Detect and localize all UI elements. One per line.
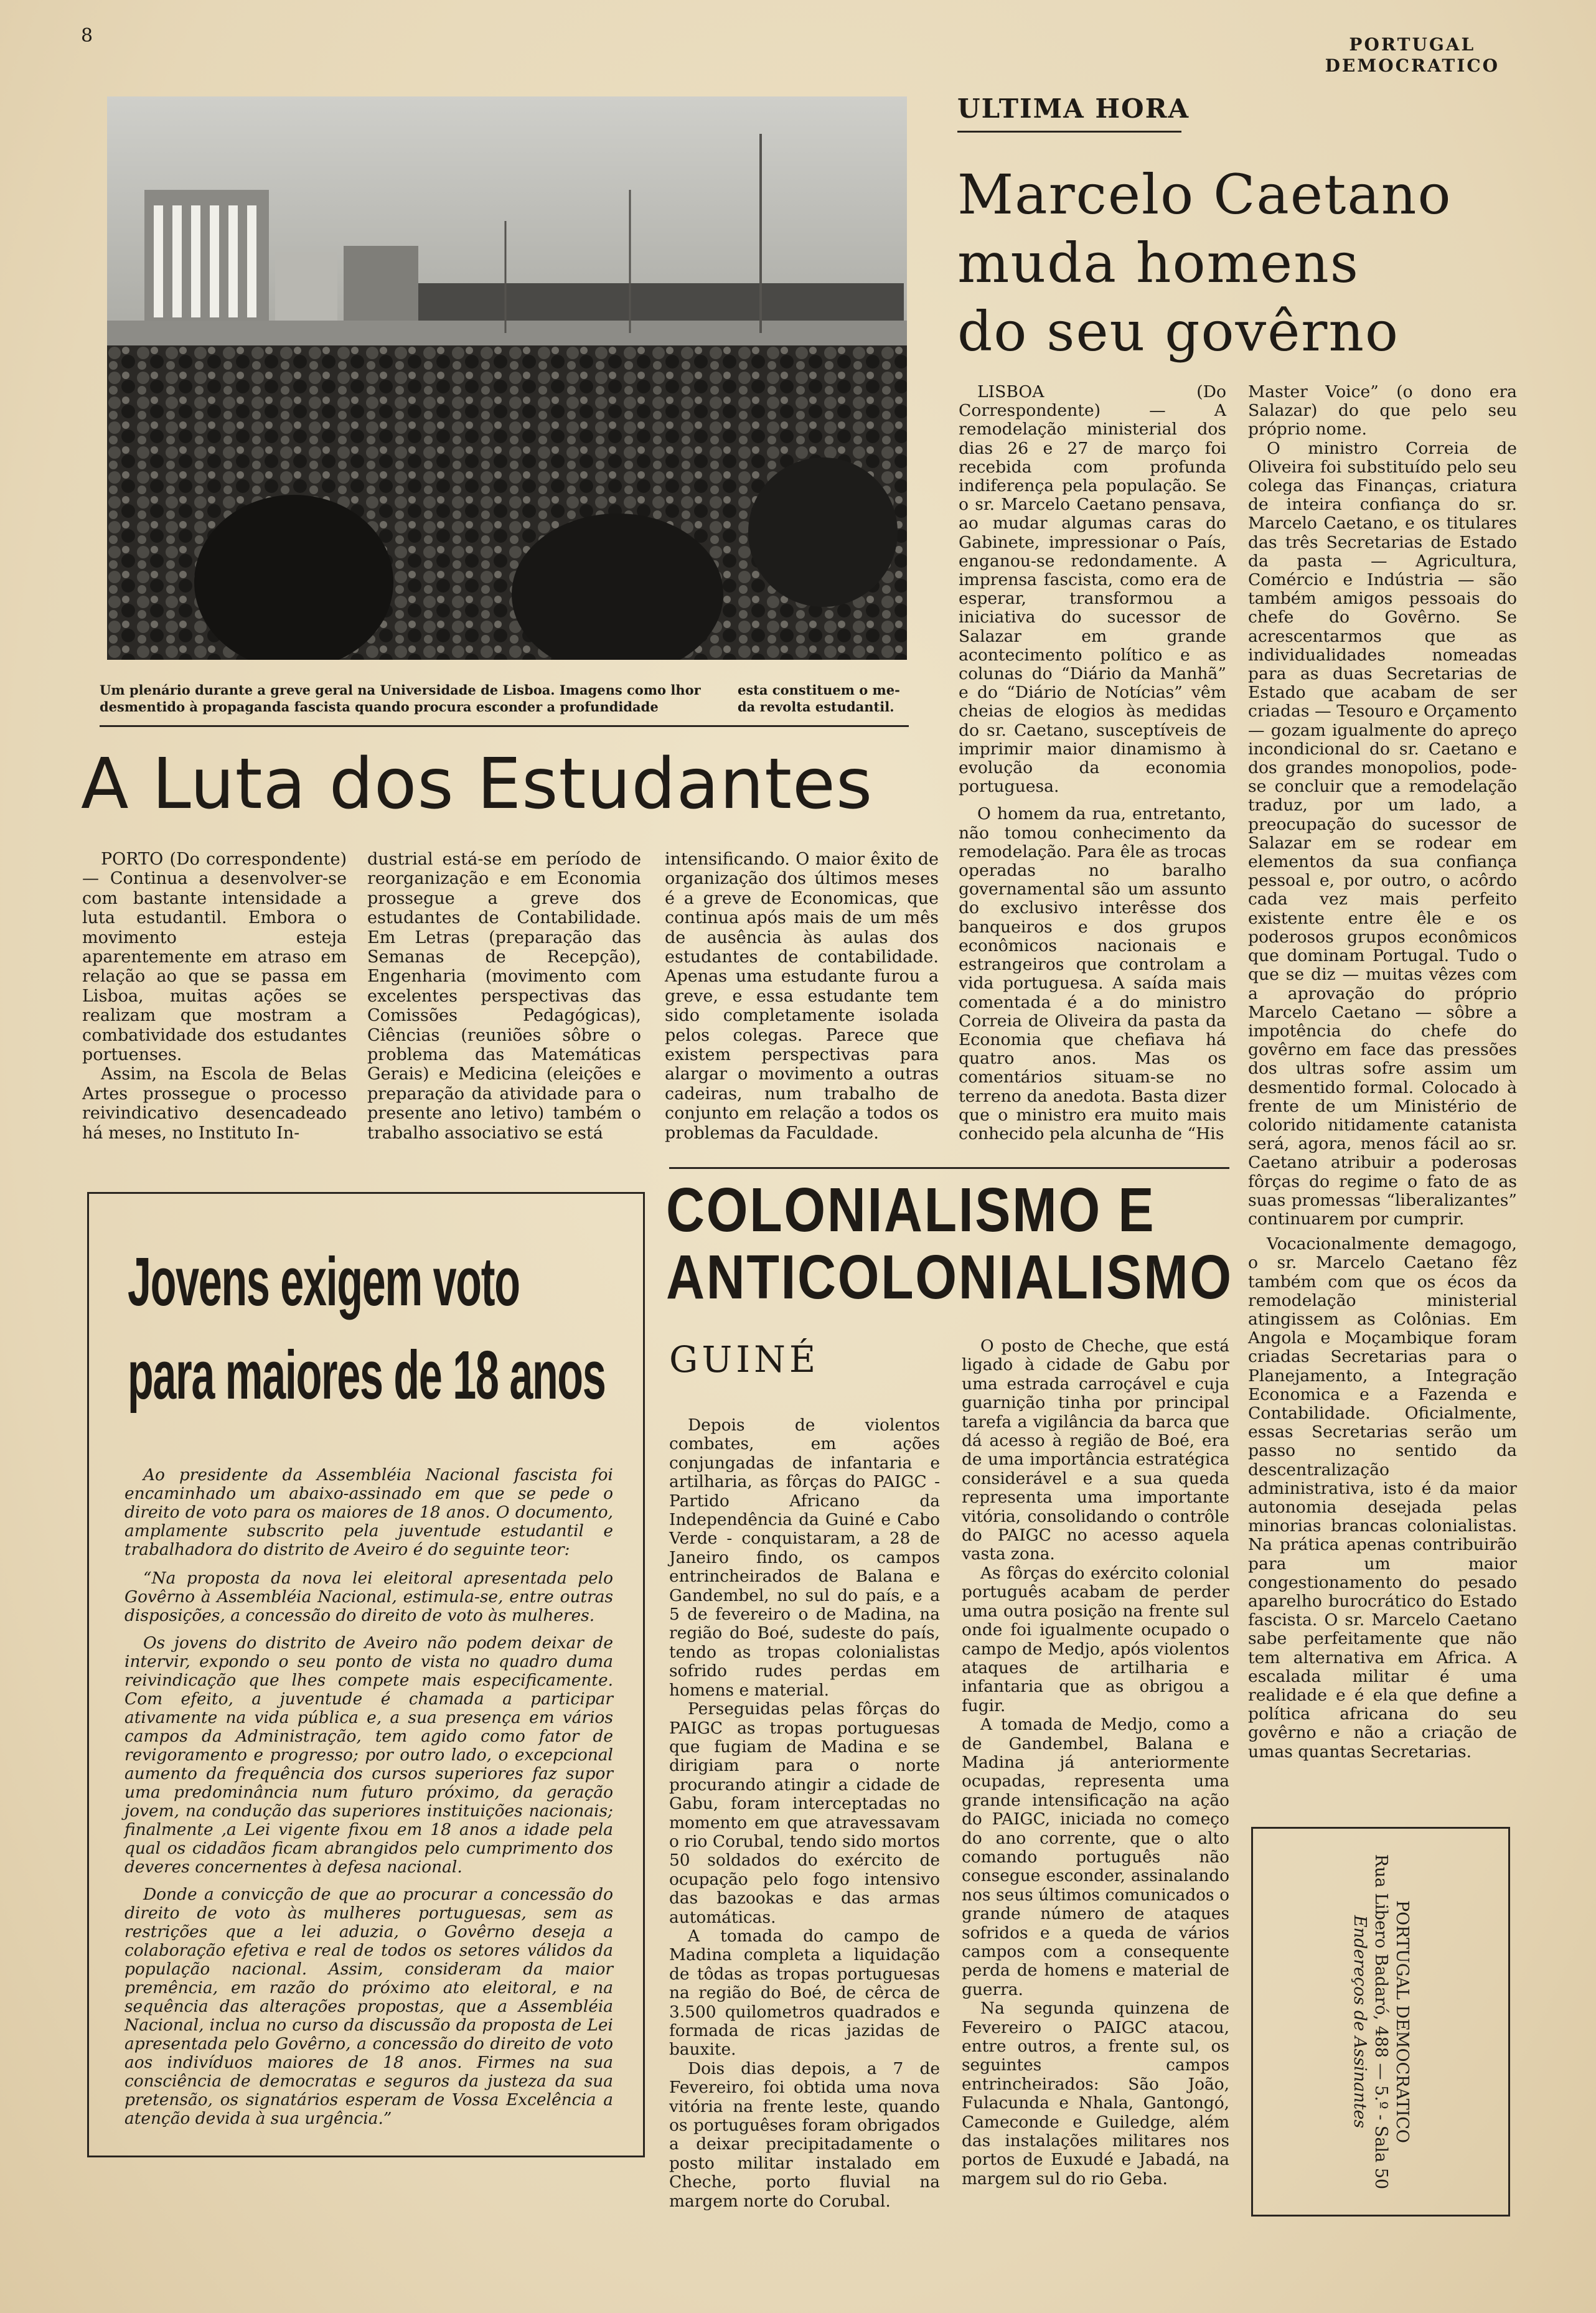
kicker-underline [957,131,1181,133]
colonialismo-column-1 [669,1416,940,2211]
headline-line: muda homens [957,231,1359,295]
colonialismo-paragraph: A tomada do campo de Madina completa a liquidação de tôdas as tropas portuguesas na região do Boé, de cêrca de 3.500 quilometros quadrados e formada de ricas jazidas de bauxite. [669,1926,940,2060]
masthead-line-1: PORTUGAL [1349,34,1476,55]
jovens-paragraph: Os jovens do distrito de Aveiro não podem deixar de intervir, expondo o seu ponto de vista no quadro duma reivindicação que lhes compete mais especificamente. Com efeito, a juventude é chamada a participar ativamente na vida pública e, a sua presença em vários campos da Administração, tem agido como fator de revigoramento e progresso; por outro lado, o excepcional aumento da frequência dos cursos superiores faz supor uma predominância num futuro próximo, da geração jovem, na condução das superiores instituições nacionais; finalmente ,a Lei vigente fixou em 18 anos a idade pela qual os cidadãos ficam abrangidos pelo cumprimento dos deveres concernentes à defesa nacional. [124,1633,613,1877]
headline-line: ANTICOLONIALISMO [666,1242,1233,1312]
colonialismo-headline [666,1175,1233,1312]
colonialismo-paragraph: As fôrças do exército colonial português acabam de perder uma outra posição na frente sul onde foi igualmente ocupado o campo de Medjo, após violentos ataques de artilharia e infantaria que as obrigou a fugir. [962,1563,1229,1715]
luta-headline: A Luta dos Estudantes [81,744,873,825]
jovens-body [124,1466,613,2128]
caption-part-1: Um plenário durante a greve geral na Universidade de Lisboa. Imagens como lhor desmentido à propaganda fascista quando procura esconder a profundidade [100,682,701,715]
colonialismo-paragraph: A tomada de Medjo, como a de Gandembel, Balana e Madina já anteriormente ocupadas, representa uma grande intensificação na ação do PAIGC, iniciada no começo do ano corrente, que o alto comando português não consegue esconder, assinalando nos seus últimos comunicados o grande número de ataques sofridos e a queda de vários campos com a consequente perda de homens e material de guerra. [962,1715,1229,1999]
luta-paragraph: dustrial está-se em período de reorganização e em Economia prossegue a greve dos estudantes de Contabilidade. Em Letras (preparação das Semanas de Recepção), Engenharia (movimento com excelentes perspectivas das Comissões Pedagógicas), Ciências (reuniões sôbre o problema das Matemáticas Gerais) e Medicina (eleições e preparação da atividade para o presente ano letivo) também o trabalho associativo se está [367,850,641,1143]
address-text [1349,1847,1412,2196]
address-line-2: Rua Libero Badaró, 488 — 5.º - Sala 50 [1371,1854,1391,2190]
luta-paragraph: Assim, na Escola de Belas Artes prossegue o processo reivindicativo desencadeado há meses, no Instituto In- [82,1064,347,1143]
address-line-1: PORTUGAL DEMOCRATICO [1392,1900,1412,2144]
headline-line: Jovens exigem voto [128,1244,520,1320]
marcelo-headline [957,161,1518,366]
caption-part-2: esta constituem o me- da revolta estudantil. [738,682,900,715]
divider [100,725,909,727]
luta-column-1 [82,850,347,1143]
jovens-headline [128,1236,606,1422]
crowd-photo [107,96,907,660]
crowd-photo-icon [107,96,907,660]
subscription-address-box [1251,1827,1510,2217]
masthead [1325,34,1500,77]
headline-line: para maiores de 18 anos [128,1337,606,1414]
colonialismo-column-2 [962,1337,1229,2189]
colonialismo-paragraph: O posto de Cheche, que está ligado à cidade de Gabu por uma estrada carroçável e cuja guarnição tinha por principal tarefa a vigilância da barca que dá acesso à região de Boé, era de uma importância estratégica considerável e a sua queda representa uma importante vitória, consolidando o contrôle do PAIGC no acesso aquela vasta zona. [962,1336,1229,1564]
jovens-paragraph: Donde a convicção de que ao procurar a concessão do direito de voto às mulheres portuguesas, sem as restrições que a lei aduzia, o Govêrno deseja a colaboração efetiva e real de todos os setores válidos da população nacional. Assim, consideram da maior premência, em razão do próximo ato eleitoral, e na sequência das alterações propostas, que a Assembléia Nacional, inclua no curso da discussão da proposta de Lei apresentada pelo Govêrno, a concessão do direito de voto aos indivíduos maiores de 18 anos. Firmes na sua consciência de democratas e seguros da justeza da sua pretensão, os signatários esperam de Vossa Excelência a atenção devida à sua urgência.” [124,1885,613,2128]
address-line-3: Endereços de Assinantes [1350,1915,1369,2129]
guine-subhead: GUINÉ [669,1338,820,1381]
colonialismo-paragraph: Dois dias depois, a 7 de Fevereiro, foi obtida uma nova vitória na frente leste, quando os portuguêses foram obrigados a deixar precipitadamente o posto militar instalado em Cheche, porto fluvial na margem norte do Corubal. [669,2058,940,2211]
headline-line: Marcelo Caetano [957,162,1452,227]
marcelo-paragraph: O homem da rua, entretanto, não tomou conhecimento da remodelação. Para êle as trocas operadas no baralho governamental são um assunto do exclusivo interêsse dos banqueiros e dos grupos econômicos nacionais e estrangeiros que controlam a vida portuguesa. A saída mais comentada é a do ministro Correia de Oliveira da pasta da Economia que chefiava há quatro anos. Mas os comentários situam-se no terreno da anedota. Basta dizer que o ministro era muito mais conhecido pela alcunha de “His [959,804,1226,1143]
masthead-line-2: DEMOCRATICO [1325,55,1500,76]
luta-paragraph: PORTO (Do correspondente) — Continua a desenvolver-se com bastante intensidade a luta estudantil. Embora o movimento esteja aparentemente em atraso em relação ao que se passa em Lisboa, muitas ações se realizam que mostram a combatividade dos estudantes portuenses. [82,850,347,1065]
marcelo-paragraph: LISBOA (Do Correspondente) — A remodelação ministerial dos dias 26 e 27 de março foi recebida com profunda indiferença pela população. Se o sr. Marcelo Caetano pensava, ao mudar algumas caras do Gabinete, impressionar o País, enganou-se redondamente. A imprensa fascista, como era de esperar, transformou a iniciativa do sucessor de Salazar em grande acontecimento político e as colunas do “Diário da Manhã” e do “Diário de Notícias” vêm cheias de elogios às medidas do sr. Caetano, susceptíveis de imprimir maior dinamismo à evolução da economia portuguesa. [959,382,1226,797]
headline-line: do seu govêrno [957,299,1399,364]
marcelo-column-2 [1248,383,1517,1762]
jovens-paragraph: “Na proposta da nova lei eleitoral apresentada pelo Govêrno à Assembléia Nacional, estimula-se, entre outras disposições, a concessão do direito de voto às mulheres. [124,1569,613,1625]
headline-line: COLONIALISMO E [666,1175,1156,1245]
luta-column-2 [367,850,641,1143]
colonialismo-paragraph: Na segunda quinzena de Fevereiro o PAIGC atacou, entre outros, a frente sul, os seguintes campos entrincheirados: São João, Fulacunda e Nhala, Gantongó, Cameconde e Guiledge, além das instalações militares nos portos de Euxudé e Jabadá, na margem sul do rio Geba. [962,1999,1229,2189]
colonialismo-paragraph: Perseguidas pelas fôrças do PAIGC as tropas portuguesas que fugiam de Madina e se dirigiam para o norte procurando atingir a cidade de Gabu, foram interceptadas no momento em que atravessavam o rio Corubal, tendo sido mortos 50 soldados do exército de ocupação pelo fogo intensivo das bazookas e das armas automáticas. [669,1699,940,1927]
luta-paragraph: intensificando. O maior êxito de organização dos últimos meses é a greve de Economicas, que continua após mais de um mês de ausência às aulas dos estudantes de contabilidade. Apenas uma estudante furou a greve, e essa estudante tem sido completamente isolada pelos colegas. Parece que existem perspectivas para alargar o movimento a outras cadeiras, num trabalho de conjunto em relação a todos os problemas da Faculdade. [665,850,939,1143]
luta-column-3 [665,850,939,1143]
marcelo-paragraph: Vocacionalmente demagogo, o sr. Marcelo Caetano fêz também com que os écos da remodelação ministerial atingissem as Colônias. Em Angola e Moçambique foram criadas Secretarias para o Planejamento, a Integração Economica e a Fazenda e Contabilidade. Oficialmente, essas Secretarias serão um passo no sentido da descentralização administrativa, isto é da maior autonomia desejada pelas minorias brancas colonialistas. Na prática apenas contribuirão para um maior congestionamento do pesado aparelho burocrático do Estado fascista. O sr. Marcelo Caetano sabe perfeitamente que não tem alternativa em Africa. A escalada militar é uma realidade e é ela que define a política africana do seu govêrno e não a criação de umas quantas Secretarias. [1248,1234,1517,1762]
divider [669,1167,1229,1169]
marcelo-column-1 [959,383,1226,1143]
jovens-intro: Ao presidente da Assembléia Nacional fascista foi encaminhado um abaixo-assinado em que se pede o direito de voto para os maiores de 18 anos. O documento, amplamente subscrito pela juventude estudantil e trabalhadora do distrito de Aveiro é do seguinte teor: [124,1465,613,1559]
page-number: 8 [81,25,93,47]
marcelo-paragraph: Master Voice” (o dono era Salazar) do que pelo seu próprio nome. [1248,382,1517,439]
marcelo-paragraph: O ministro Correia de Oliveira foi substituído pelo seu colega das Finanças, criatura de inteira confiança do sr. Marcelo Caetano, e os titulares das três Secretarias de Estado da pasta — Agricultura, Comércio e Indústria — são também amigos pessoais do chefe do Govêrno. Se acrescentarmos que as individualidades nomeadas para as duas Secretarias de Estado que acabam de ser criadas — Tesouro e Orçamento — gozam igualmente do apreço incondicional do sr. Caetano e dos grandes monopolios, pode-se concluir que a remodelação traduz, por um lado, a preocupação do sucessor de Salazar em se rodear em elementos da sua confiança pessoal e, por outro, o acôrdo cada vez mais perfeito existente entre êle e os poderosos grupos econômicos que dominam Portugal. Tudo o que se diz — muitas vêzes com a aprovação do próprio Marcelo Caetano — sôbre a impotência do chefe do govêrno em face das pressões dos ultras sofre assim um desmentido formal. Colocado à frente de um Ministério de colorido nitidamente catanista será, agora, menos fácil ao sr. Caetano atribuir a poderosas fôrças do regime o fato de as suas promessas “liberalizantes” continuarem por cumprir. [1248,438,1517,1229]
colonialismo-paragraph: Depois de violentos combates, em ações conjungadas de infantaria e artilharia, as fôrças do PAIGC - Partido Africano da Independência da Guiné e Cabo Verde - conquistaram, a 28 de Janeiro findo, os campos entrincheirados de Balana e Gandembel, no sul do país, e a 5 de fevereiro o de Madina, na região do Boé, sudeste do país, tendo as tropas colonialistas sofrido rudes perdas em homens e material. [669,1415,940,1700]
ultima-hora-kicker: ULTIMA HORA [957,93,1190,124]
